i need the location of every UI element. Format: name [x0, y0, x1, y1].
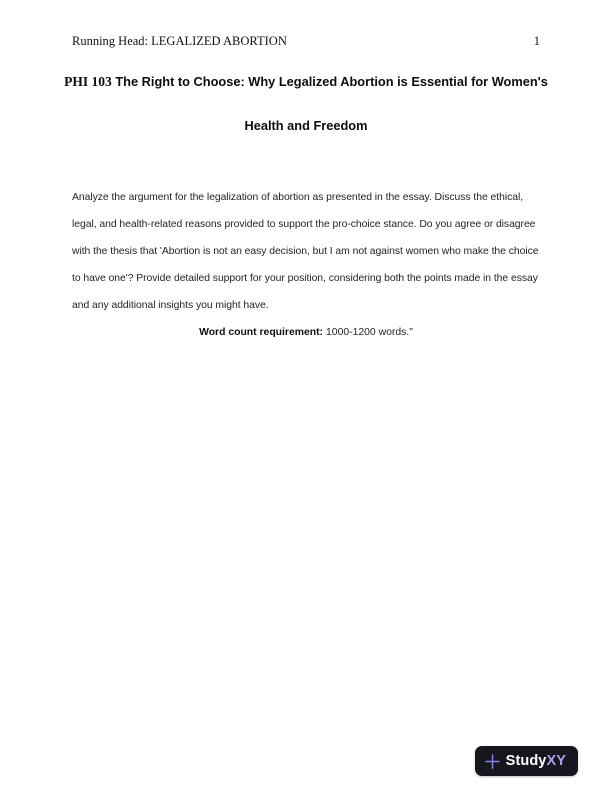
brand-name-primary: Study	[505, 752, 547, 769]
studyxy-logo-badge	[475, 746, 578, 776]
page-header	[72, 34, 540, 48]
essay-title-line2: Health and Freedom	[244, 118, 368, 133]
page-number: 1	[533, 34, 540, 48]
prompt-line: to have one'? Provide detailed support for your position, considering both the points made in the essay	[72, 273, 538, 284]
course-code: PHI 103	[64, 74, 112, 89]
prompt-line: Analyze the argument for the legalization of abortion as presented in the essay. Discuss the ethical,	[72, 192, 524, 203]
essay-title	[20, 60, 592, 148]
plus-icon	[485, 754, 500, 769]
prompt-line: legal, and health-related reasons provided to support the pro-choice stance. Do you agree or disagree	[72, 219, 536, 230]
brand-name-accent: XY	[546, 752, 566, 769]
title-line1-text: The Right to Choose: Why Legalized Abortion is Essential for Women's	[111, 74, 548, 89]
word-count-label: Word count requirement:	[199, 327, 324, 338]
assignment-prompt	[72, 184, 540, 319]
word-count-line	[20, 319, 592, 346]
prompt-line: and any additional insights you might have.	[72, 300, 269, 311]
running-head: Running Head: LEGALIZED ABORTION	[72, 34, 287, 48]
essay-title-line1	[20, 60, 592, 104]
prompt-line: with the thesis that 'Abortion is not an easy decision, but I am not against women who make the choice	[72, 246, 539, 257]
brand-wordmark	[506, 754, 566, 769]
word-count-value: 1000-1200 words."	[326, 327, 413, 338]
